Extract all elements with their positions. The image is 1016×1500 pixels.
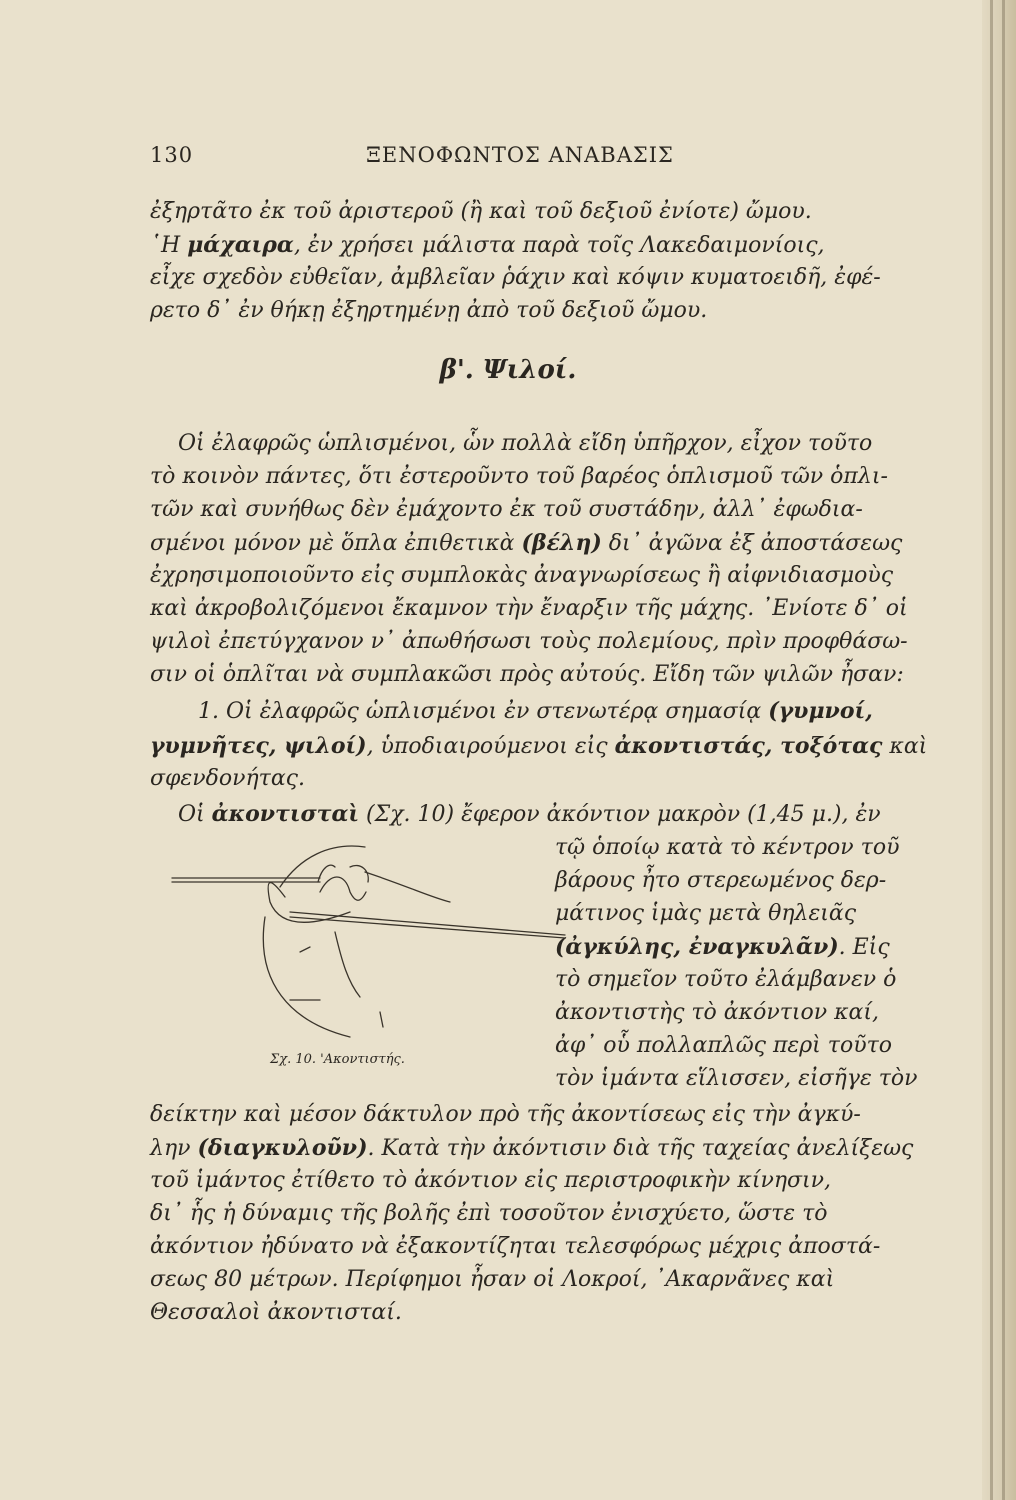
text-line: τὸ κοινὸν πάντες, ὅτι ἐστεροῦντο τοῦ βαρέος ὁπλισμοῦ τῶν ὁπλι- xyxy=(150,464,888,489)
page-edge xyxy=(982,0,1016,1500)
text-line: Οἱ ἐλαφρῶς ὡπλισμένοι, ὧν πολλὰ εἴδη ὑπῆρχον, εἶχον τοῦτο xyxy=(178,431,873,456)
text-line: δι᾽ ἧς ἡ δύναμις τῆς βολῆς ἐπὶ τοσοῦτον ἐνισχύετο, ὥστε τὸ xyxy=(150,1201,828,1226)
text-line: βάρους ἦτο στερεωμένος δερ- xyxy=(555,868,887,893)
text-line: τοῦ ἱμάντος ἐτίθετο τὸ ἀκόντιον εἰς περιστροφικὴν κίνησιν, xyxy=(150,1168,832,1193)
page-number: 130 xyxy=(150,143,194,167)
edge-line xyxy=(990,0,993,1500)
bold-term: ἀκοντιστάς, τοξότας xyxy=(614,733,883,759)
text-line: μάτινος ἱμὰς μετὰ θηλειᾶς xyxy=(555,901,857,926)
text-line: Θεσσαλοὶ ἀκοντισταί. xyxy=(150,1300,402,1325)
text-line: τῷ ὁποίῳ κατὰ τὸ κέντρον τοῦ xyxy=(555,835,900,860)
running-header xyxy=(150,143,890,173)
bold-term: γυμνῆτες, ψιλοί) xyxy=(150,733,367,759)
text-line: τὸν ἱμάντα εἵλισσεν, εἰσῆγε τὸν xyxy=(555,1066,918,1091)
text-line: ρετο δ᾽ ἐν θήκῃ ἐξηρτημένῃ ἀπὸ τοῦ δεξιοῦ ὤμου. xyxy=(150,298,708,323)
fingers xyxy=(320,877,366,900)
javelin-thrower-figure xyxy=(170,832,570,1052)
body-outline-inner xyxy=(335,932,360,997)
text-line: (ἀγκύλης, ἐναγκυλᾶν). Εἰς xyxy=(555,934,890,960)
bold-term: ἀκοντισταὶ xyxy=(211,801,360,827)
javelin-front xyxy=(290,917,565,938)
section-heading: β'. Ψιλοί. xyxy=(439,355,577,385)
text-line: ἀκοντιστὴς τὸ ἀκόντιον καί, xyxy=(555,1000,880,1025)
text-line: σεως 80 μέτρων. Περίφημοι ἦσαν οἱ Λοκροί, ᾿Ακαρνᾶνες καὶ xyxy=(150,1267,835,1292)
bold-term: (διαγκυλοῦν) xyxy=(197,1135,368,1161)
bold-term: μάχαιρα xyxy=(187,232,294,258)
thong-loop xyxy=(318,865,335,882)
text-line: ἀφ᾽ οὗ πολλαπλῶς περὶ τοῦτο xyxy=(555,1033,892,1058)
bold-term: (βέλη) xyxy=(521,530,602,556)
text-line: ἐχρησιμοποιοῦντο εἰς συμπλοκὰς ἀναγνωρίσεως ἢ αἰφνιδιασμοὺς xyxy=(150,563,894,588)
hand-outline xyxy=(268,883,350,923)
figure-caption: Σχ. 10. 'Ακοντιστής. xyxy=(270,1052,405,1067)
bold-term: (ἀγκύλης, ἐναγκυλᾶν) xyxy=(555,934,839,960)
javelin-front xyxy=(290,912,565,935)
text-line: καὶ ἀκροβολιζόμενοι ἔκαμνον τὴν ἔναρξιν τῆς μάχης. ᾿Ενίοτε δ᾽ οἱ xyxy=(150,596,908,621)
text-line: δείκτην καὶ μέσον δάκτυλον πρὸ τῆς ἀκοντίσεως εἰς τὴν ἀγκύ- xyxy=(150,1102,861,1127)
text-line: τῶν καὶ συνήθως δὲν ἐμάχοντο ἐκ τοῦ συστάδην, ἀλλ᾽ ἐφωδια- xyxy=(150,497,863,522)
text-line: τὸ σημεῖον τοῦτο ἐλάμβανεν ὁ xyxy=(555,967,897,992)
body-outline xyxy=(263,917,350,1037)
edge-line xyxy=(1002,0,1005,1500)
text-line: Οἱ ἀκοντισταὶ (Σχ. 10) ἔφερον ἀκόντιον μακρὸν (1,45 μ.), ἐν xyxy=(178,801,881,827)
sketch-mark xyxy=(380,1012,383,1027)
text-line: ψιλοὶ ἐπετύγχανον ν᾽ ἀπωθήσωσι τοὺς πολεμίους, πρὶν προφθάσω- xyxy=(150,629,908,654)
bold-term: (γυμνοί, xyxy=(768,698,873,724)
text-line: σμένοι μόνον μὲ ὅπλα ἐπιθετικὰ (βέλη) δι᾽ ἀγῶνα ἐξ ἀποστάσεως xyxy=(150,530,903,556)
running-title: ΞΕΝΟΦΩΝΤΟΣ ΑΝΑΒΑΣΙΣ xyxy=(366,143,674,167)
thumb xyxy=(350,865,368,882)
forearm-line xyxy=(365,872,450,902)
text-line: ἀκόντιον ἠδύνατο νὰ ἐξακοντίζηται τελεσφόρως μέχρις ἀποστά- xyxy=(150,1234,881,1259)
sketch-mark xyxy=(300,947,310,952)
text-line: σφενδονήτας. xyxy=(150,766,305,791)
text-line: ῾Η μάχαιρα, ἐν χρήσει μάλιστα παρὰ τοῖς Λακεδαιμονίοις, xyxy=(150,232,825,258)
text-line: γυμνῆτες, ψιλοί), ὑποδιαιρούμενοι εἰς ἀκοντιστάς, τοξότας καὶ xyxy=(150,733,928,759)
text-line: λην (διαγκυλοῦν). Κατὰ τὴν ἀκόντισιν διὰ τῆς ταχείας ἀνελίξεως xyxy=(150,1135,914,1161)
text-line: 1. Οἱ ἐλαφρῶς ὡπλισμένοι ἐν στενωτέρᾳ σημασίᾳ (γυμνοί, xyxy=(198,698,873,724)
text-line: ἐξηρτᾶτο ἐκ τοῦ ἀριστεροῦ (ἢ καὶ τοῦ δεξιοῦ ἐνίοτε) ὤμου. xyxy=(150,199,812,224)
text-line: εἶχε σχεδὸν εὐθεῖαν, ἀμβλεῖαν ῥάχιν καὶ κόψιν κυματοειδῆ, ἐφέ- xyxy=(150,265,881,290)
text-line: σιν οἱ ὁπλῖται νὰ συμπλακῶσι πρὸς αὐτούς. Εἴδη τῶν ψιλῶν ἦσαν: xyxy=(150,662,904,687)
